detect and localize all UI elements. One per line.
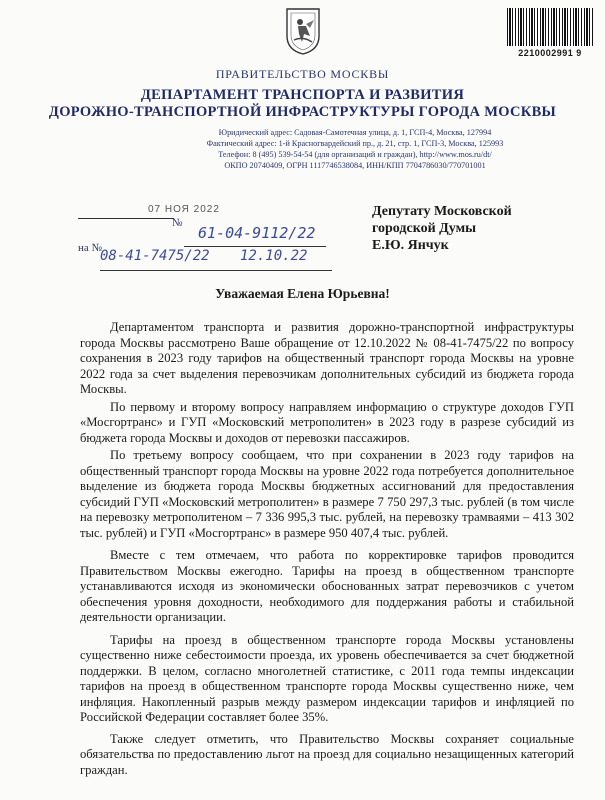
paragraph-3: По третьему вопросу сообщаем, что при сохранении в 2023 году тарифов на общественный транспорт города Москвы на уровне 2022 года потребуется дополнительное выделение из бюджета города Москвы бюджетных ассигнований для предоставления субсидий ГУП «Московский метрополитен» в размере 7 750 297,3 тыс. рублей (в том числе на перевозку метрополитеном – 7 336 995,3 тыс. рублей, на перевозку трамваями – 413 302 тыс. рублей) и ГУП «Мосгортранс» в размере 950 407,4 тыс. рублей.	[80, 448, 574, 540]
recipient-line1: Депутату Московской	[372, 204, 512, 219]
registration-date-stamp: 07 НОЯ 2022	[148, 204, 220, 215]
reply-number: 08-41-7475/22	[100, 248, 210, 264]
date-line	[78, 218, 174, 219]
paragraph-1: Департаментом транспорта и развития дорожно-транспортной инфраструктуры города Москвы рассмотрено Ваше обращение от 12.10.2022 № 08-41-7475/22 по вопросу сохранения в 2023 году тарифов на общественный транспорт города Москвы на уровне 2022 года за счет выделения перевозчикам дополнительных субсидий из бюджета города Москвы.	[80, 320, 574, 396]
barcode-number: 2210002991 9	[518, 48, 582, 58]
number-line	[184, 224, 326, 247]
letter-body	[80, 320, 574, 780]
barcode	[507, 8, 593, 60]
reply-number-label: на №	[78, 242, 103, 254]
reply-date: 12.10.22	[240, 248, 308, 264]
department-title-line1: ДЕПАРТАМЕНТ ТРАНСПОРТА И РАЗВИТИЯ	[140, 87, 465, 103]
barcode-bars	[507, 8, 593, 46]
moscow-coat-of-arms-icon	[284, 6, 322, 56]
reply-number-line	[100, 248, 332, 271]
recipient-line3: Е.Ю. Янчук	[372, 238, 449, 253]
outgoing-number: 61-04-9112/22	[198, 224, 316, 242]
recipient-line2: городской Думы	[372, 221, 477, 236]
paragraph-4: Вместе с тем отмечаем, что работа по корректировке тарифов проводится Правительством Москвы ежегодно. Тарифы на проезд в общественном транспорте устанавливаются исходя из экономически обоснованных затрат перевозчиков с учетом обеспечения уровня доходности, необходимого для поддержания работы и стабильной деятельности организации.	[80, 548, 574, 624]
greeting: Уважаемая Елена Юрьевна!	[215, 286, 390, 301]
recipient-block	[372, 203, 572, 254]
legal-address: Юридический адрес: Садовая-Самотечная улица, д. 1, ГСП-4, Москва, 127994	[218, 128, 492, 137]
phone-line: Телефон: 8 (495) 539-54-54 (для организаций и граждан), http://www.mos.ru/dt/	[218, 150, 492, 159]
actual-address: Фактический адрес: 1-й Красногвардейский пр., д. 21, стр. 1, ГСП-3, Москва, 125993	[206, 139, 504, 148]
paragraph-5: Тарифы на проезд в общественном транспорте города Москвы установлены существенно ниже себестоимости проезда, их уровень обеспечивается за счет бюджетной поддержки. В целом, согласно многолетней статистике, с 2011 года темпы индексации тарифов на проезд в общественном транспорте города Москвы существенно ниже, чем инфляция. Накопленный разрыв между размером индексации тарифов и инфляцией по Российской Федерации составляет более 35%.	[80, 632, 574, 724]
number-label: №	[172, 217, 183, 229]
paragraph-2: По первому и второму вопросу направляем информацию о структуре доходов ГУП «Мосгортранс» и ГУП «Московский метрополитен» в 2023 году в разрезе субсидий из бюджета города Москвы и доходов от перевозки пассажиров.	[80, 399, 574, 445]
organization-codes: ОКПО 20740409, ОГРН 1117746538084, ИНН/КПП 7704786030/770701001	[224, 161, 486, 170]
government-title: ПРАВИТЕЛЬСТВО МОСКВЫ	[215, 67, 390, 81]
department-title-line2: ДОРОЖНО-ТРАНСПОРТНОЙ ИНФРАСТРУКТУРЫ ГОРОДА МОСКВЫ	[48, 104, 557, 120]
paragraph-6: Также следует отметить, что Правительство Москвы сохраняет социальные обязательства по предоставлению льгот на проезд для социально незащищенных категорий граждан.	[80, 731, 574, 777]
